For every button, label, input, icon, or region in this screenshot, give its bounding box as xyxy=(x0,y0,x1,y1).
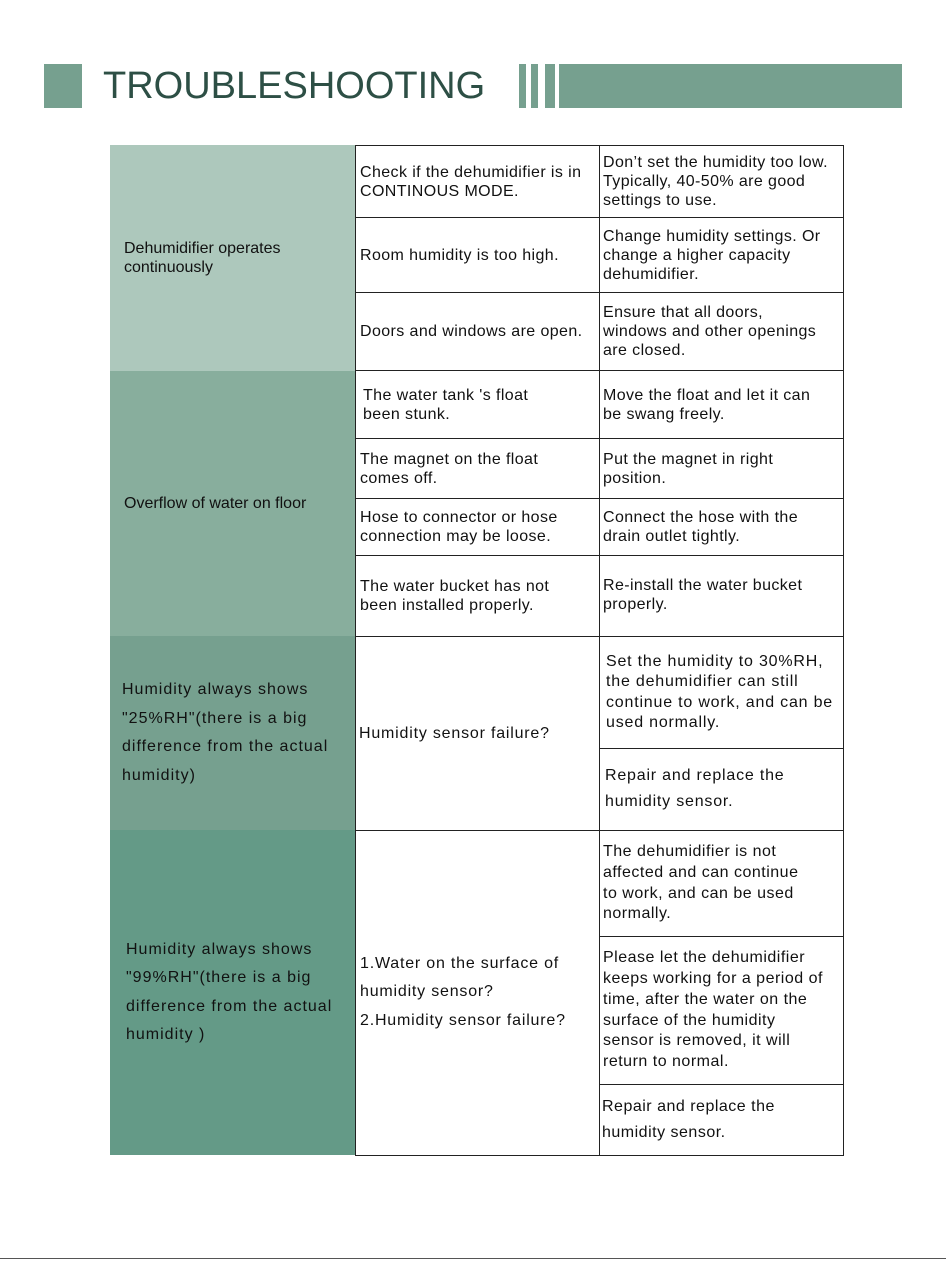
page-title: TROUBLESHOOTING xyxy=(103,65,486,107)
table-border xyxy=(355,145,356,1156)
table-border xyxy=(355,217,844,218)
table-border xyxy=(355,1155,844,1156)
solution-cell: Connect the hose with the drain outlet tightly. xyxy=(603,509,799,545)
table-border xyxy=(599,1084,844,1085)
cause-cell: Hose to connector or hose connection may be loose. xyxy=(360,509,558,545)
cause-cell: Room humidity is too high. xyxy=(360,246,559,264)
problem-text: Humidity always shows "99%RH"(there is a big difference from the actual humidity ) xyxy=(126,940,333,1043)
cause-cell: 1.Water on the surface of humidity sensor? 2.Humidity sensor failure? xyxy=(360,954,566,1029)
solution-cell: Set the humidity to 30%RH, the dehumidifier can still continue to work, and can be used normally. xyxy=(606,652,833,731)
solution-cell: Repair and replace the humidity sensor. xyxy=(605,767,785,810)
solution-cell: Put the magnet in right position. xyxy=(603,450,774,487)
solution-cell: Re-install the water bucket properly. xyxy=(603,577,803,613)
table-border xyxy=(599,145,600,1156)
cause-cell: Humidity sensor failure? xyxy=(359,725,550,742)
table-border xyxy=(355,370,844,371)
solution-cell: The dehumidifier is not affected and can continue to work, and can be used normally. xyxy=(603,842,799,923)
table-border xyxy=(355,830,844,831)
solution-cell: Move the float and let it can be swang freely. xyxy=(603,386,811,423)
table-border xyxy=(355,498,844,499)
cause-cell: The water bucket has not been installed properly. xyxy=(360,578,550,614)
problem-text: Overflow of water on floor xyxy=(124,495,307,512)
table-border xyxy=(843,145,844,1156)
cause-cell: Doors and windows are open. xyxy=(360,323,583,340)
header-bar-decoration xyxy=(559,64,902,108)
table-border xyxy=(355,636,844,637)
solution-cell: Change humidity settings. Or change a higher capacity dehumidifier. xyxy=(603,227,821,283)
solution-cell: Repair and replace the humidity sensor. xyxy=(602,1098,775,1141)
solution-cell: Ensure that all doors, windows and other openings are closed. xyxy=(603,304,817,359)
problem-cell xyxy=(110,145,355,371)
cause-cell: The magnet on the float comes off. xyxy=(360,450,539,487)
problem-cell xyxy=(110,636,355,830)
table-border xyxy=(599,936,844,937)
table-border xyxy=(355,145,844,146)
problem-cell xyxy=(110,371,355,636)
header-square-decoration xyxy=(44,64,82,108)
cause-cell: The water tank 's float been stunk. xyxy=(363,386,529,423)
solution-cell: Please let the dehumidifier keeps working for a period of time, after the water on the surface of the humidity sensor is removed, it will return to normal. xyxy=(603,949,823,1071)
table-border xyxy=(355,438,844,439)
table-border xyxy=(599,748,844,749)
solution-cell: Don’t set the humidity too low. Typically, 40-50% are good settings to use. xyxy=(603,154,828,209)
problem-cell xyxy=(110,830,355,1155)
problem-text: Dehumidifier operates continuously xyxy=(124,240,281,276)
header-stripe-decoration xyxy=(531,64,538,108)
table-border xyxy=(355,555,844,556)
page-bottom-rule xyxy=(0,1258,946,1259)
problem-text: Humidity always shows "25%RH"(there is a big difference from the actual humidity) xyxy=(122,681,329,784)
header-stripe-decoration xyxy=(545,64,555,108)
header-stripe-decoration xyxy=(519,64,526,108)
cause-cell: Check if the dehumidifier is in CONTINOUS MODE. xyxy=(360,163,582,200)
table-border xyxy=(355,292,844,293)
